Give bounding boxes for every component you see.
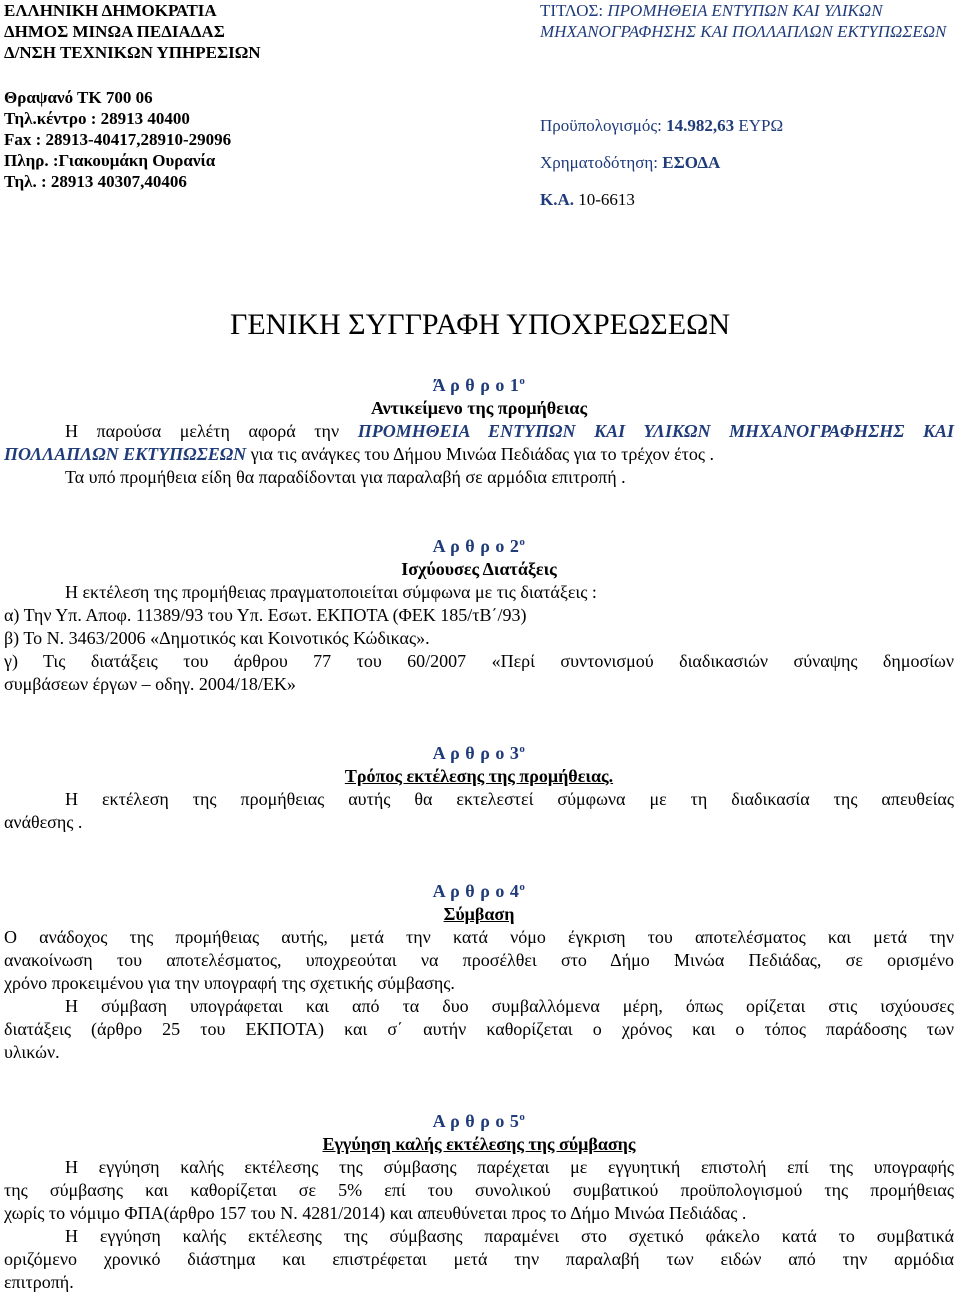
article-4-subtitle: Σύμβαση [443,904,515,924]
issuer-country: ΕΛΛΗΝΙΚΗ ΔΗΜΟΚΡΑΤΙΑ [4,1,217,20]
page-title: ΓΕΝΙΚΗ ΣΥΓΓΡΑΦΗ ΥΠΟΧΡΕΩΣΕΩΝ [229,308,731,341]
issuer-phone-center: Τηλ.κέντρο : 28913 40400 [4,109,190,128]
budget-label: Προϋπολογισμός: [540,116,662,135]
project-funding [540,152,955,189]
article-4-heading: Α ρ θ ρ ο $4^o$ [432,881,526,901]
project-title-value: ΠΡΟΜΗΘΕΙΑ ΕΝΤΥΠΩΝ ΚΑΙ ΥΛΙΚΩΝ ΜΗΧΑΝΟΓΡΑΦΗΣΗΣ ΚΑΙ ΠΟΛΛΑΠΛΩΝ ΕΚΤΥΠΩΣΕΩΝ [540,1,947,41]
article-2-subtitle: Ισχύουσες Διατάξεις [401,559,557,579]
article-4-line: Ο ανάδοχος της προμήθειας αυτής, μετά την κατά νόμο έγκριση του αποτελέσματος και μετά την [4,927,954,947]
project-budget [540,115,955,152]
article-3-subtitle: Τρόπος εκτέλεσης της προμήθειας. [344,766,614,786]
article-5-line: Η εγγύηση καλής εκτέλεσης της σύμβασης παραμένει στο σχετικό φάκελο κατά το συμβατικά [65,1226,954,1246]
issuer-municipality: ΔΗΜΟΣ ΜΙΝΩΑ ΠΕΔΙΑΔΑΣ [4,22,225,41]
article-1-subtitle: Αντικείμενο της προμήθειας [370,398,588,418]
funding-value: ΕΣΟΔΑ [662,153,721,172]
article-5-subtitle: Εγγύηση καλής εκτέλεσης της σύμβασης [322,1134,636,1154]
article-5-line: Η εγγύηση καλής εκτέλεσης της σύμβασης παρέχεται με εγγυητική επιστολή επί της υπογραφής [65,1157,954,1177]
article-2-line: Η εκτέλεση της προμήθειας πραγματοποιείται σύμφωνα με τις διατάξεις : [65,582,597,602]
article-2-line: συμβάσεων έργων – οδηγ. 2004/18/ΕΚ» [4,674,296,694]
article-2-line: γ) Τις διατάξεις του άρθρου 77 του 60/2007 «Περί συντονισμού διαδικασιών σύναψης δημοσίων [4,651,954,671]
article-4-line: υλικών. [4,1042,60,1062]
article-4-line: χρόνο προκειμένου για την υπογραφή της σχετικής σύμβασης. [4,973,455,993]
article-2-heading: Α ρ θ ρ ο $2^o$ [432,536,526,556]
article-1-heading: Ά ρ θ ρ ο $1^o$ [432,375,526,395]
article-3-line: Η εκτέλεση της προμήθειας αυτής θα εκτελεστεί σύμφωνα με τη διαδικασία της απευθείας [65,789,954,809]
article-5-line: της σύμβασης και καθορίζεται σε 5% επί του συνολικού συμβατικού προϋπολογισμού της προμήθειας [4,1180,954,1200]
article-3-heading: Α ρ θ ρ ο $3^o$ [432,743,526,763]
budget-unit: ΕΥΡΩ [738,116,784,135]
article-2-line: β) Το Ν. 3463/2006 «Δημοτικός και Κοινοτικός Κώδικας». [4,628,430,648]
project-title [540,0,955,63]
ka-value: 10-6613 [578,190,635,209]
funding-label: Χρηματοδότηση: [540,153,659,172]
project-title-label: ΤΙΤΛΟΣ: [540,1,604,20]
issuer-department: Δ/ΝΣΗ ΤΕΧΝΙΚΩΝ ΥΠΗΡΕΣΙΩΝ [4,43,261,62]
article-4-line: Η σύμβαση υπογράφεται και από τα δυο συμβαλλόμενα μέρη, όπως ορίζεται στις ισχύουσες [65,996,954,1016]
project-info-block [540,0,955,210]
article-1-paragraph-line: ΠΟΛΛΑΠΛΩΝ ΕΚΤΥΠΩΣΕΩΝ για τις ανάγκες του Δήμου Μινώα Πεδιάδας για το τρέχον έτος . [4,444,715,464]
issuer-address: Θραψανό ΤΚ 700 06 [4,88,153,107]
article-5-line: χωρίς το νόμιμο ΦΠΑ(άρθρο 157 του Ν. 4281/2014) και απευθύνεται προς το Δήμο Μινώα Πεδιάδας . [4,1203,747,1223]
article-4-line: διατάξεις (άρθρο 25 του ΕΚΠΟΤΑ) και σ΄ αυτήν καθορίζεται ο χρόνος και ο τόπος παράδοσης των [4,1019,954,1039]
issuer-contact: Πληρ. :Γιακουμάκη Ουρανία [4,151,216,170]
issuer-fax: Fax : 28913-40417,28910-29096 [4,130,232,149]
article-4-line: ανακοίνωση του αποτελέσματος, υποχρεούται να προσέλθει στο Δήμο Μινώα Πεδιάδας, σε ορισμένο [4,950,954,970]
article-5-heading: Α ρ θ ρ ο $5^o$ [432,1111,526,1131]
article-1-paragraph-2: Τα υπό προμήθεια είδη θα παραδίδονται για παραλαβή σε αρμόδια επιτροπή . [65,467,626,487]
article-5-line: επιτροπή. [4,1272,74,1292]
budget-value: 14.982,63 [666,116,735,135]
article-2-line: α) Την Υπ. Αποφ. 11389/93 του Υπ. Εσωτ. ΕΚΠΟΤΑ (ΦΕΚ 185/τΒ΄/93) [4,605,527,625]
article-5-line: οριζόμενο χρονικό διάστημα και επιστρέφεται μετά την παραλαβή των ειδών από την αρμόδια [4,1249,954,1269]
article-1-paragraph-line: Η παρούσα μελέτη αφορά την ΠΡΟΜΗΘΕΙΑ ΕΝΤΥΠΩΝ ΚΑΙ ΥΛΙΚΩΝ ΜΗΧΑΝΟΓΡΑΦΗΣΗΣ ΚΑΙ [65,421,955,441]
issuer-phone: Τηλ. : 28913 40307,40406 [4,172,187,191]
document-body [4,374,954,1294]
issuer-block [4,0,261,192]
ka-label: Κ.Α. [540,190,574,209]
article-3-line: ανάθεσης . [4,812,83,832]
project-ka [540,189,955,210]
